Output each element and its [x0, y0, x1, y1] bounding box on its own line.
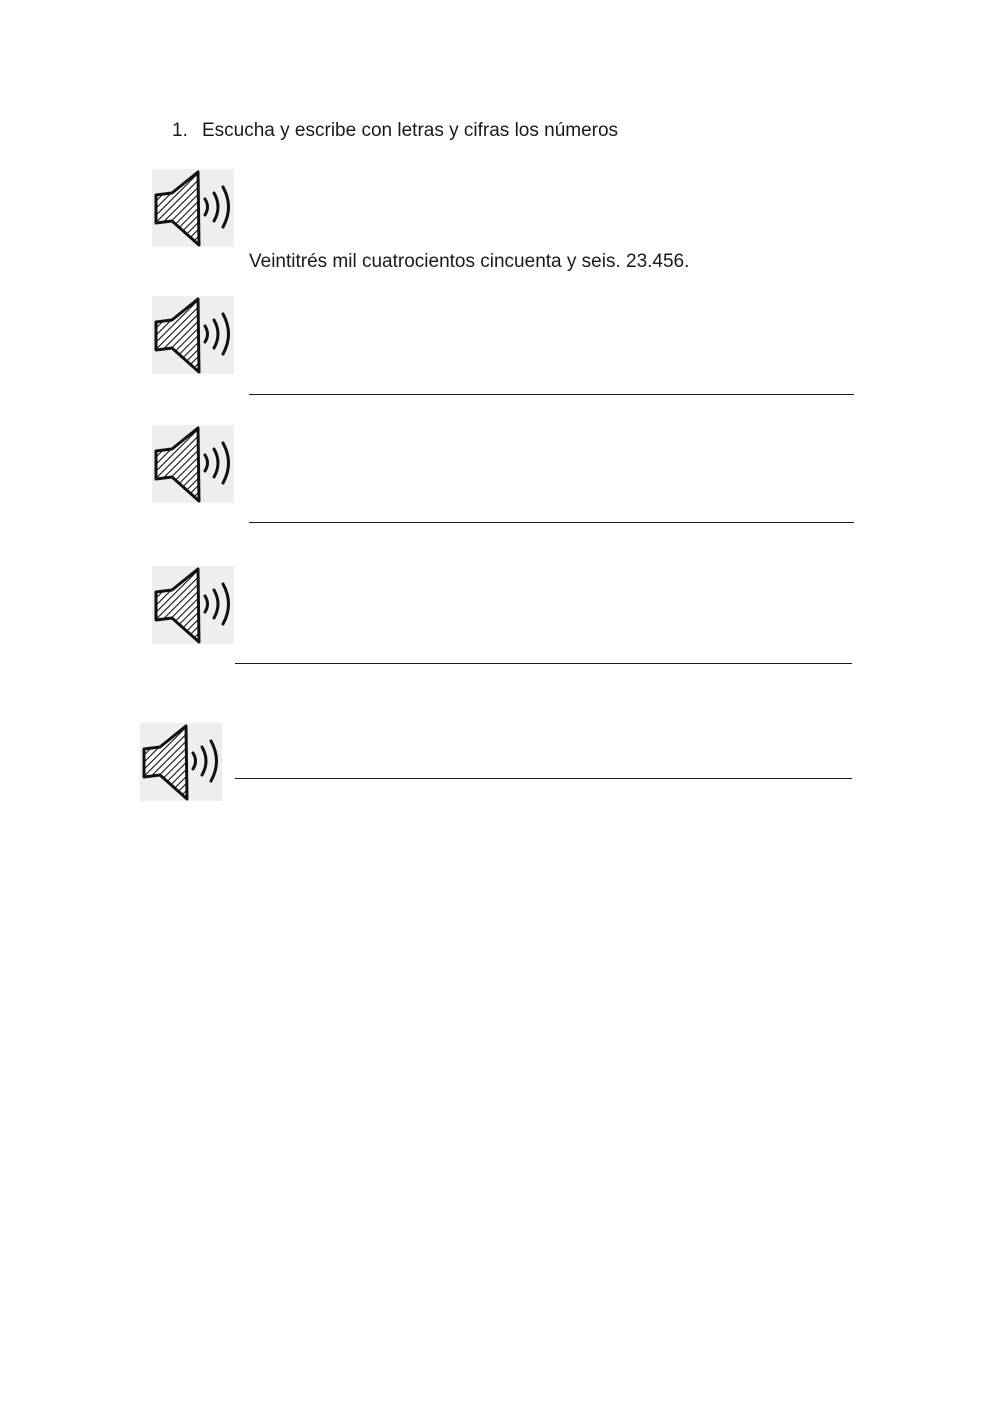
exercise-instruction-text: Escucha y escribe con letras y cifras los números [202, 120, 619, 141]
answer-line-3[interactable] [249, 522, 854, 523]
answer-text-1: Veintitrés mil cuatrocientos cincuenta y seis. 23.456. [249, 251, 690, 272]
speaker-icon[interactable] [140, 723, 222, 801]
answer-line-2[interactable] [249, 394, 854, 395]
answer-line-4[interactable] [235, 663, 852, 664]
speaker-icon[interactable] [152, 566, 234, 644]
speaker-icon[interactable] [152, 169, 234, 247]
exercise-number: 1. [172, 120, 188, 141]
answer-line-5[interactable] [235, 778, 852, 779]
exercise-instruction [172, 119, 618, 143]
speaker-icon[interactable] [152, 425, 234, 503]
speaker-icon[interactable] [152, 296, 234, 374]
